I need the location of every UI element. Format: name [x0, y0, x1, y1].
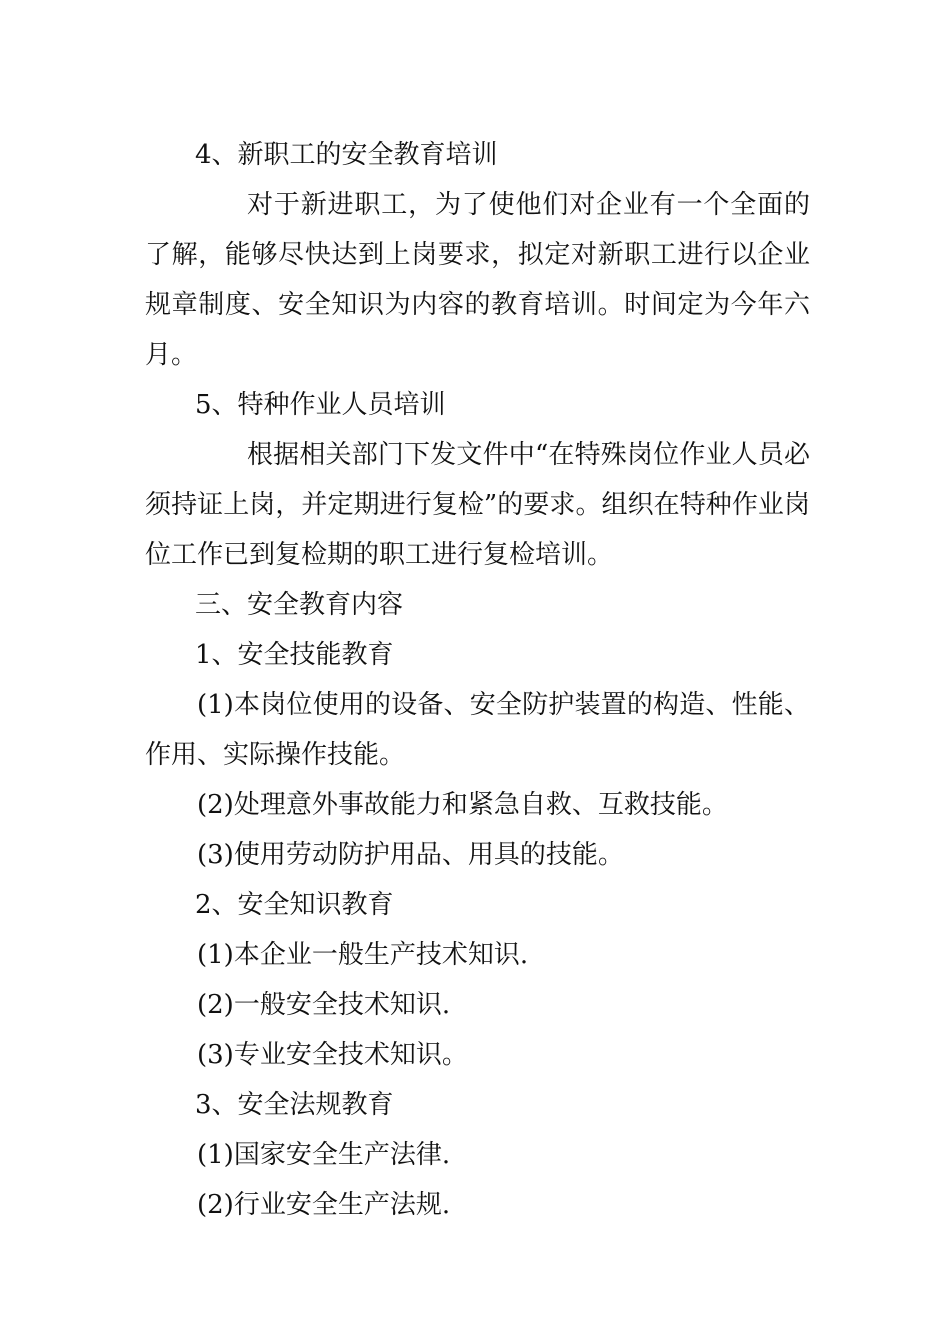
list-item-skills-2: (2)处理意外事故能力和紧急自救、互救技能。 — [197, 790, 728, 820]
list-item-knowledge-3: (3)专业安全技术知识。 — [197, 1040, 468, 1070]
list-item-knowledge-2: (2)一般安全技术知识. — [197, 990, 451, 1020]
subsection-heading-skills: 1、安全技能教育 — [195, 640, 394, 670]
section-heading-education-content: 三、安全教育内容 — [195, 590, 404, 620]
subsection-heading-knowledge: 2、安全知识教育 — [195, 890, 394, 920]
document-body — [145, 130, 810, 1230]
subsection-heading-regulations: 3、安全法规教育 — [195, 1090, 394, 1120]
paragraph-special-operations: 根据相关部门下发文件中“在特殊岗位作业人员必须持证上岗，并定期进行复检”的要求。组织在特种作业岗位工作已到复检期的职工进行复检培训。 — [145, 440, 810, 570]
section-heading-special-operations: 5、特种作业人员培训 — [195, 390, 446, 420]
list-item-skills-1: (1)本岗位使用的设备、安全防护装置的构造、性能、作用、实际操作技能。 — [145, 690, 810, 770]
list-item-regulations-2: (2)行业安全生产法规. — [197, 1190, 451, 1220]
list-item-skills-3: (3)使用劳动防护用品、用具的技能。 — [197, 840, 624, 870]
section-heading-new-staff-training: 4、新职工的安全教育培训 — [195, 140, 498, 170]
list-item-knowledge-1: (1)本企业一般生产技术知识. — [197, 940, 529, 970]
paragraph-new-staff-training: 对于新进职工，为了使他们对企业有一个全面的了解，能够尽快达到上岗要求，拟定对新职工进行以企业规章制度、安全知识为内容的教育培训。时间定为今年六月。 — [145, 190, 810, 370]
list-item-regulations-1: (1)国家安全生产法律. — [197, 1140, 451, 1170]
